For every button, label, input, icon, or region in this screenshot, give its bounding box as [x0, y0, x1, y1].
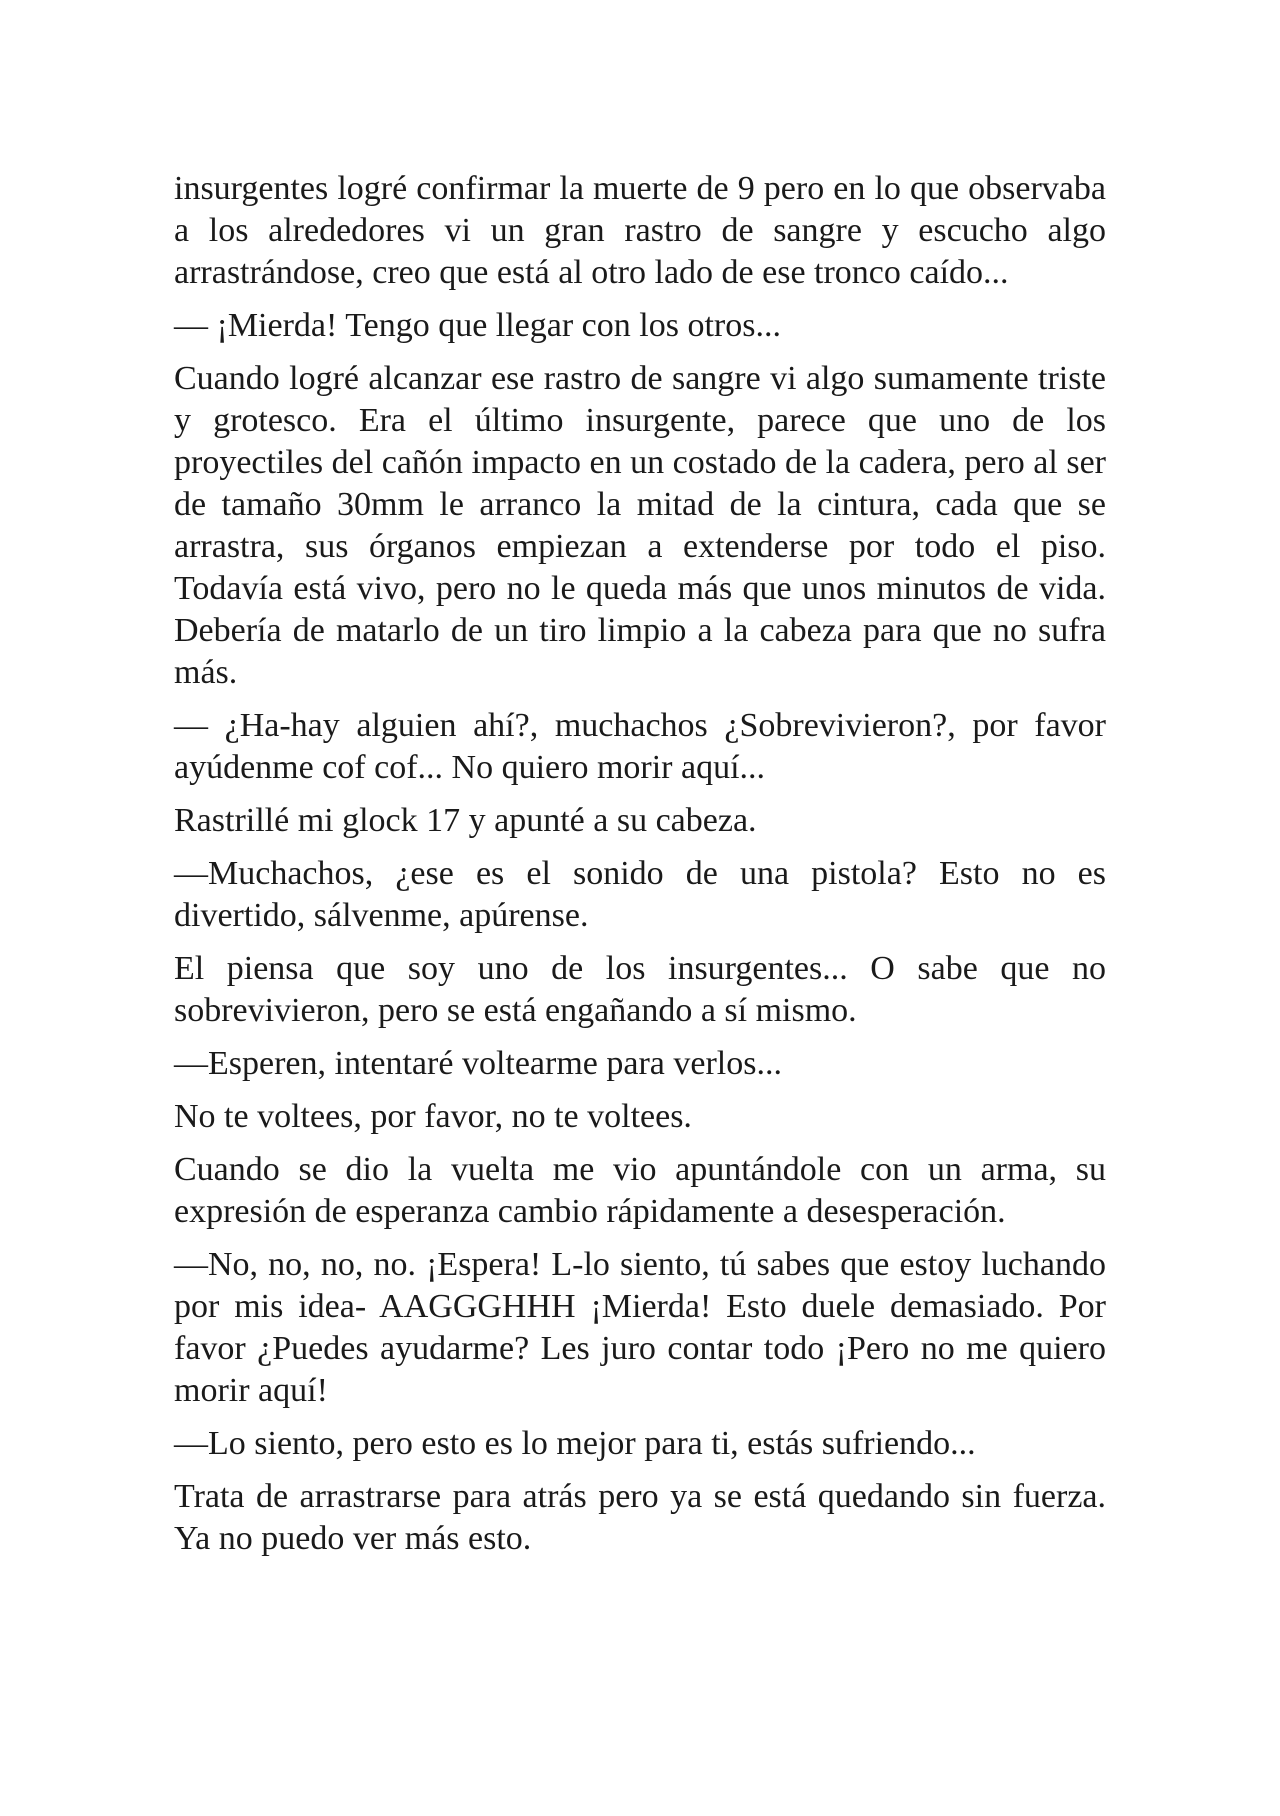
paragraph-2: — ¡Mierda! Tengo que llegar con los otros... — [174, 307, 781, 344]
paragraph-11: —No, no, no, no. ¡Espera! L-lo siento, tú sabes que estoy luchando por mis idea- AAGGGHHH ¡Mierda! Esto duele demasiado. Por favor ¿Puedes ayudarme? Les juro contar todo ¡Pero no me quiero morir aquí! — [174, 1246, 1106, 1409]
paragraph-8: —Esperen, intentaré voltearme para verlos... — [174, 1045, 782, 1082]
paragraph-9: No te voltees, por favor, no te voltees. — [174, 1098, 692, 1135]
paragraph-4: — ¿Ha-hay alguien ahí?, muchachos ¿Sobrevivieron?, por favor ayúdenme cof cof... No quiero morir aquí... — [174, 707, 1106, 786]
document-page — [174, 168, 1106, 1571]
paragraph-7: El piensa que soy uno de los insurgentes... O sabe que no sobrevivieron, pero se está engañando a sí mismo. — [174, 950, 1106, 1029]
paragraph-5: Rastrillé mi glock 17 y apunté a su cabeza. — [174, 802, 757, 839]
paragraph-10: Cuando se dio la vuelta me vio apuntándole con un arma, su expresión de esperanza cambio rápidamente a desesperación. — [174, 1151, 1106, 1230]
paragraph-13: Trata de arrastrarse para atrás pero ya se está quedando sin fuerza. Ya no puedo ver más esto. — [174, 1478, 1106, 1557]
paragraph-1: insurgentes logré confirmar la muerte de 9 pero en lo que observaba a los alrededores vi un gran rastro de sangre y escucho algo arrastrándose, creo que está al otro lado de ese tronco caído... — [174, 170, 1106, 291]
paragraph-6: —Muchachos, ¿ese es el sonido de una pistola? Esto no es divertido, sálvenme, apúrense. — [174, 855, 1106, 934]
paragraph-3: Cuando logré alcanzar ese rastro de sangre vi algo sumamente triste y grotesco. Era el último insurgente, parece que uno de los proyectiles del cañón impacto en un costado de la cadera, pero al ser de tamaño 30mm le arranco la mitad de la cintura, cada que se arrastra, sus órganos empiezan a extenderse por todo el piso. Todavía está vivo, pero no le queda más que unos minutos de vida. Debería de matarlo de un tiro limpio a la cabeza para que no sufra más. — [174, 360, 1106, 691]
paragraph-12: —Lo siento, pero esto es lo mejor para ti, estás sufriendo... — [174, 1425, 976, 1462]
